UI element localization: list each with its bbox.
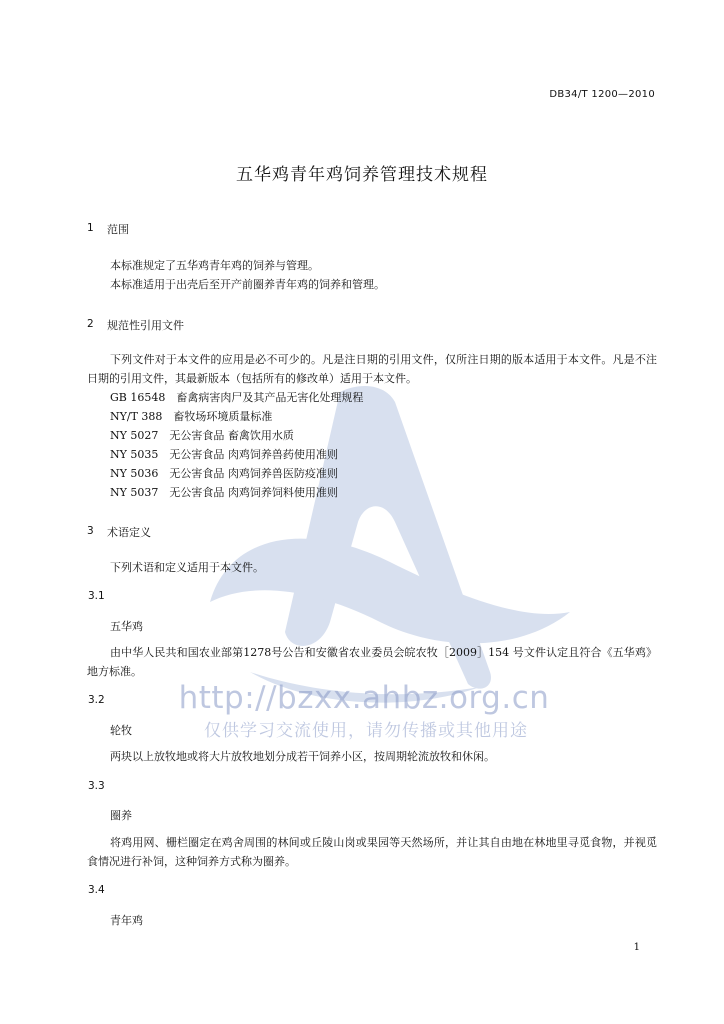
reference-item: NY 5027 无公害食品 畜禽饮用水质	[110, 429, 294, 442]
term-definition: 两块以上放牧地或将大片放牧地划分成若干饲养小区，按周期轮流放牧和休闲。	[110, 750, 495, 763]
term-number: 3.2	[88, 694, 105, 706]
reference-item: NY/T 388 畜牧场环境质量标准	[110, 410, 273, 423]
section-3-intro: 下列术语和定义适用于本文件。	[110, 561, 264, 574]
section-2-title: 规范性引用文件	[107, 319, 184, 332]
section-2-number: 2	[87, 318, 94, 330]
term-number: 3.3	[88, 780, 105, 792]
term-definition: 由中华人民共和国农业部第1278号公告和安徽省农业委员会皖农牧［2009］154 号文件认定且符合《五华鸡》地方标准。	[87, 646, 657, 678]
document-code: DB34/T 1200—2010	[549, 89, 655, 100]
section-1-paragraph-1: 本标准规定了五华鸡青年鸡的饲养与管理。	[110, 259, 319, 272]
term-name: 五华鸡	[110, 620, 143, 633]
term-number: 3.1	[88, 590, 105, 602]
section-3-number: 3	[87, 525, 94, 537]
term-number: 3.4	[88, 884, 105, 896]
document-title: 五华鸡青年鸡饲养管理技术规程	[236, 165, 488, 185]
watermark-notice: 仅供学习交流使用，请勿传播或其他用途	[204, 721, 528, 741]
section-1-paragraph-2: 本标准适用于出壳后至开产前圈养青年鸡的饲养和管理。	[110, 278, 385, 291]
page-number: 1	[633, 942, 640, 953]
section-1-title: 范围	[107, 223, 129, 236]
reference-item: NY 5037 无公害食品 肉鸡饲养饲料使用准则	[110, 486, 338, 499]
watermark-url: http://bzxx.ahbz.org.cn	[178, 680, 550, 716]
term-name: 青年鸡	[110, 914, 143, 927]
term-definition: 将鸡用网、栅栏圈定在鸡舍周围的林间或丘陵山岗或果园等天然场所，并让其自由地在林地里寻觅食物，并视觅食情况进行补饲，这种饲养方式称为圈养。	[87, 836, 657, 868]
term-name: 圈养	[110, 809, 132, 822]
reference-item: NY 5036 无公害食品 肉鸡饲养兽医防疫准则	[110, 467, 338, 480]
reference-item: NY 5035 无公害食品 肉鸡饲养兽药使用准则	[110, 448, 338, 461]
reference-item: GB 16548 畜禽病害肉尸及其产品无害化处理规程	[110, 391, 364, 404]
section-2-intro: 下列文件对于本文件的应用是必不可少的。凡是注日期的引用文件，仅所注日期的版本适用于本文件。凡是不注日期的引用文件，其最新版本（包括所有的修改单）适用于本文件。	[87, 353, 657, 385]
term-name: 轮牧	[110, 724, 132, 737]
section-3-title: 术语定义	[107, 526, 151, 539]
section-1-number: 1	[87, 222, 94, 234]
